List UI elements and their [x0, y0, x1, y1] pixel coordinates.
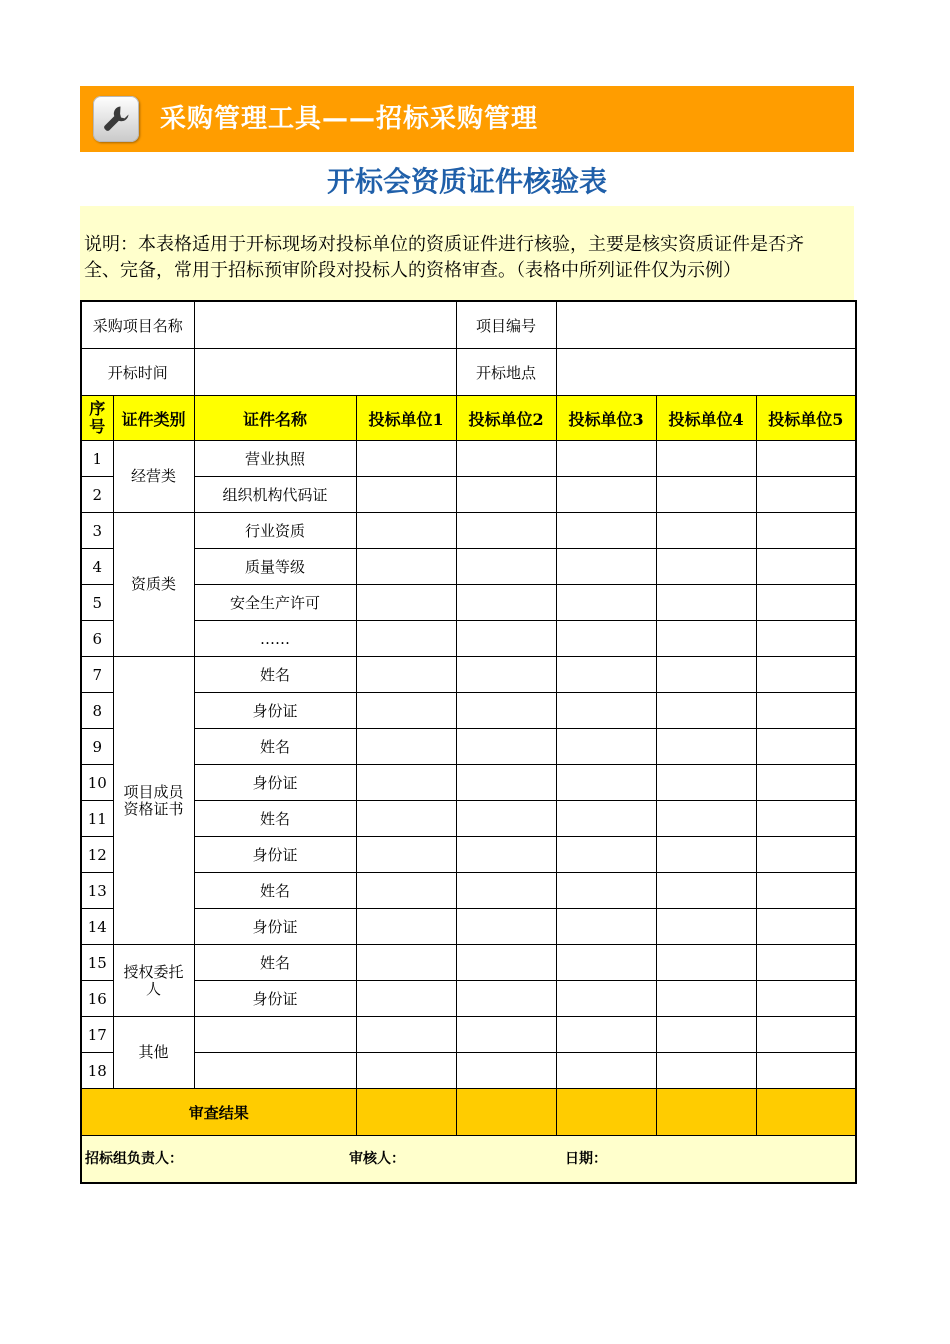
- table-row: [81, 837, 856, 873]
- check-cell[interactable]: [456, 1017, 556, 1053]
- check-cell[interactable]: [456, 657, 556, 693]
- check-cell[interactable]: [756, 441, 856, 477]
- check-cell[interactable]: [656, 585, 756, 621]
- table-row: [81, 657, 856, 693]
- cert-name: 安全生产许可: [194, 585, 356, 621]
- check-cell[interactable]: [456, 945, 556, 981]
- check-cell[interactable]: [356, 657, 456, 693]
- signoff-line: [82, 1136, 855, 1182]
- cert-name: 身份证: [194, 693, 356, 729]
- row-number: 6: [81, 621, 113, 657]
- cert-name: 身份证: [194, 909, 356, 945]
- check-cell[interactable]: [556, 657, 656, 693]
- row-number: 2: [81, 477, 113, 513]
- check-cell[interactable]: [356, 1017, 456, 1053]
- check-cell[interactable]: [456, 765, 556, 801]
- instructions-line-1: 说明：本表格适用于开标现场对投标单位的资质证件进行核验，主要是核实资质证件是否齐: [84, 234, 804, 255]
- table-row: [81, 693, 856, 729]
- cert-name: 姓名: [194, 657, 356, 693]
- open-time-label: 开标时间: [81, 349, 194, 396]
- cert-name: 姓名: [194, 801, 356, 837]
- table-row: [81, 477, 856, 513]
- table-row: [81, 513, 856, 549]
- header-seq: 序号: [81, 396, 113, 441]
- check-cell[interactable]: [656, 1053, 756, 1089]
- check-cell[interactable]: [756, 477, 856, 513]
- row-number: 11: [81, 801, 113, 837]
- table-row: [81, 945, 856, 981]
- signoff-cell[interactable]: [81, 1136, 856, 1184]
- check-cell[interactable]: [756, 513, 856, 549]
- check-cell[interactable]: [556, 621, 656, 657]
- reviewer-label: 审核人：: [349, 1151, 405, 1167]
- row-number: 17: [81, 1017, 113, 1053]
- check-cell[interactable]: [356, 873, 456, 909]
- check-cell[interactable]: [756, 909, 856, 945]
- check-cell[interactable]: [656, 801, 756, 837]
- check-cell[interactable]: [556, 513, 656, 549]
- info-row-project: [81, 301, 856, 349]
- check-cell[interactable]: [556, 477, 656, 513]
- table-row: [81, 621, 856, 657]
- cert-name: 身份证: [194, 837, 356, 873]
- check-cell[interactable]: [356, 477, 456, 513]
- check-cell[interactable]: [556, 441, 656, 477]
- check-cell[interactable]: [356, 441, 456, 477]
- check-cell[interactable]: [356, 981, 456, 1017]
- cert-name: 质量等级: [194, 549, 356, 585]
- wrench-icon: [93, 96, 139, 142]
- project-no-label: 项目编号: [456, 301, 556, 349]
- check-cell[interactable]: [556, 945, 656, 981]
- banner-title: 采购管理工具——招标采购管理: [160, 104, 539, 134]
- row-number: 1: [81, 441, 113, 477]
- check-cell[interactable]: [656, 693, 756, 729]
- result-cell-1[interactable]: [356, 1089, 456, 1136]
- check-cell[interactable]: [456, 837, 556, 873]
- check-cell[interactable]: [656, 477, 756, 513]
- check-cell[interactable]: [556, 765, 656, 801]
- project-no-input[interactable]: [556, 301, 856, 349]
- row-number: 12: [81, 837, 113, 873]
- result-label: 审查结果: [81, 1089, 356, 1136]
- row-number: 9: [81, 729, 113, 765]
- check-cell[interactable]: [556, 729, 656, 765]
- row-number: 7: [81, 657, 113, 693]
- result-cell-5[interactable]: [756, 1089, 856, 1136]
- table-row: [81, 1017, 856, 1053]
- table-row: [81, 441, 856, 477]
- check-cell[interactable]: [356, 1053, 456, 1089]
- check-cell[interactable]: [756, 765, 856, 801]
- cert-name[interactable]: [194, 1017, 356, 1053]
- check-cell[interactable]: [556, 1017, 656, 1053]
- check-cell[interactable]: [356, 513, 456, 549]
- check-cell[interactable]: [656, 873, 756, 909]
- check-cell[interactable]: [656, 549, 756, 585]
- check-cell[interactable]: [456, 693, 556, 729]
- row-number: 13: [81, 873, 113, 909]
- cert-name: 组织机构代码证: [194, 477, 356, 513]
- header-category: 证件类别: [113, 396, 194, 441]
- header-banner: [80, 86, 854, 152]
- table-row: [81, 873, 856, 909]
- row-number: 5: [81, 585, 113, 621]
- check-cell[interactable]: [356, 729, 456, 765]
- check-cell[interactable]: [656, 513, 756, 549]
- instructions-note: [80, 206, 854, 300]
- open-place-input[interactable]: [556, 349, 856, 396]
- header-bidder-1: 投标单位1: [356, 396, 456, 441]
- check-cell[interactable]: [556, 1053, 656, 1089]
- check-cell[interactable]: [556, 549, 656, 585]
- check-cell[interactable]: [456, 513, 556, 549]
- row-number: 3: [81, 513, 113, 549]
- cert-name: 姓名: [194, 945, 356, 981]
- check-cell[interactable]: [656, 1017, 756, 1053]
- check-cell[interactable]: [356, 765, 456, 801]
- table-row: [81, 801, 856, 837]
- signoff-row: [81, 1136, 856, 1184]
- table-row: [81, 585, 856, 621]
- check-cell[interactable]: [656, 945, 756, 981]
- check-cell[interactable]: [556, 693, 656, 729]
- header-bidder-5: 投标单位5: [756, 396, 856, 441]
- leader-label: 招标组负责人：: [85, 1151, 183, 1167]
- table-row: [81, 981, 856, 1017]
- check-cell[interactable]: [456, 585, 556, 621]
- check-cell[interactable]: [456, 801, 556, 837]
- open-time-input[interactable]: [194, 349, 456, 396]
- info-row-opening: [81, 349, 856, 396]
- check-cell[interactable]: [756, 1017, 856, 1053]
- check-cell[interactable]: [756, 981, 856, 1017]
- cert-name: 姓名: [194, 729, 356, 765]
- check-cell[interactable]: [656, 657, 756, 693]
- check-cell[interactable]: [756, 549, 856, 585]
- project-name-label: 采购项目名称: [81, 301, 194, 349]
- check-cell[interactable]: [456, 477, 556, 513]
- result-row: [81, 1089, 856, 1136]
- check-cell[interactable]: [356, 909, 456, 945]
- result-cell-2[interactable]: [456, 1089, 556, 1136]
- check-cell[interactable]: [456, 909, 556, 945]
- cert-name: 行业资质: [194, 513, 356, 549]
- cert-name: 营业执照: [194, 441, 356, 477]
- check-cell[interactable]: [556, 909, 656, 945]
- check-cell[interactable]: [456, 549, 556, 585]
- row-number: 10: [81, 765, 113, 801]
- result-cell-4[interactable]: [656, 1089, 756, 1136]
- category-qualification: 资质类: [113, 513, 194, 657]
- check-cell[interactable]: [456, 873, 556, 909]
- cert-name[interactable]: [194, 1053, 356, 1089]
- check-cell[interactable]: [656, 909, 756, 945]
- check-cell[interactable]: [456, 441, 556, 477]
- category-members: 项目成员资格证书: [113, 657, 194, 945]
- check-cell[interactable]: [756, 945, 856, 981]
- check-cell[interactable]: [756, 837, 856, 873]
- row-number: 15: [81, 945, 113, 981]
- check-cell[interactable]: [356, 801, 456, 837]
- table-row: [81, 909, 856, 945]
- cert-name: 身份证: [194, 765, 356, 801]
- verification-table: [80, 300, 857, 1184]
- check-cell[interactable]: [656, 729, 756, 765]
- check-cell[interactable]: [756, 873, 856, 909]
- check-cell[interactable]: [656, 765, 756, 801]
- check-cell[interactable]: [356, 945, 456, 981]
- row-number: 16: [81, 981, 113, 1017]
- check-cell[interactable]: [756, 621, 856, 657]
- check-cell[interactable]: [456, 621, 556, 657]
- check-cell[interactable]: [556, 585, 656, 621]
- check-cell[interactable]: [356, 693, 456, 729]
- check-cell[interactable]: [356, 837, 456, 873]
- check-cell[interactable]: [456, 729, 556, 765]
- check-cell[interactable]: [556, 873, 656, 909]
- result-cell-3[interactable]: [556, 1089, 656, 1136]
- page-title: 开标会资质证件核验表: [326, 165, 607, 198]
- check-cell[interactable]: [756, 801, 856, 837]
- cert-name: 姓名: [194, 873, 356, 909]
- table-header-row: [81, 396, 856, 441]
- check-cell[interactable]: [656, 621, 756, 657]
- open-place-label: 开标地点: [456, 349, 556, 396]
- check-cell[interactable]: [556, 801, 656, 837]
- project-name-input[interactable]: [194, 301, 456, 349]
- check-cell[interactable]: [756, 585, 856, 621]
- header-bidder-4: 投标单位4: [656, 396, 756, 441]
- row-number: 14: [81, 909, 113, 945]
- cert-name: ……: [194, 621, 356, 657]
- table-row: [81, 765, 856, 801]
- table-row: [81, 549, 856, 585]
- check-cell[interactable]: [456, 1053, 556, 1089]
- date-label: 日期：: [565, 1151, 607, 1167]
- check-cell[interactable]: [356, 585, 456, 621]
- check-cell[interactable]: [656, 441, 756, 477]
- category-business: 经营类: [113, 441, 194, 513]
- row-number: 8: [81, 693, 113, 729]
- header-bidder-3: 投标单位3: [556, 396, 656, 441]
- check-cell[interactable]: [356, 621, 456, 657]
- check-cell[interactable]: [756, 1053, 856, 1089]
- table-row: [81, 729, 856, 765]
- cert-name: 身份证: [194, 981, 356, 1017]
- check-cell[interactable]: [756, 693, 856, 729]
- check-cell[interactable]: [656, 981, 756, 1017]
- check-cell[interactable]: [756, 729, 856, 765]
- table-row: [81, 1053, 856, 1089]
- header-bidder-2: 投标单位2: [456, 396, 556, 441]
- row-number: 18: [81, 1053, 113, 1089]
- category-authorized: 授权委托人: [113, 945, 194, 1017]
- check-cell[interactable]: [456, 981, 556, 1017]
- check-cell[interactable]: [356, 549, 456, 585]
- category-other: 其他: [113, 1017, 194, 1089]
- instructions-line-2: 全、完备，常用于招标预审阶段对投标人的资格审查。（表格中所列证件仅为示例）: [84, 260, 741, 281]
- row-number: 4: [81, 549, 113, 585]
- check-cell[interactable]: [556, 837, 656, 873]
- check-cell[interactable]: [656, 837, 756, 873]
- check-cell[interactable]: [756, 657, 856, 693]
- check-cell[interactable]: [556, 981, 656, 1017]
- header-cert-name: 证件名称: [194, 396, 356, 441]
